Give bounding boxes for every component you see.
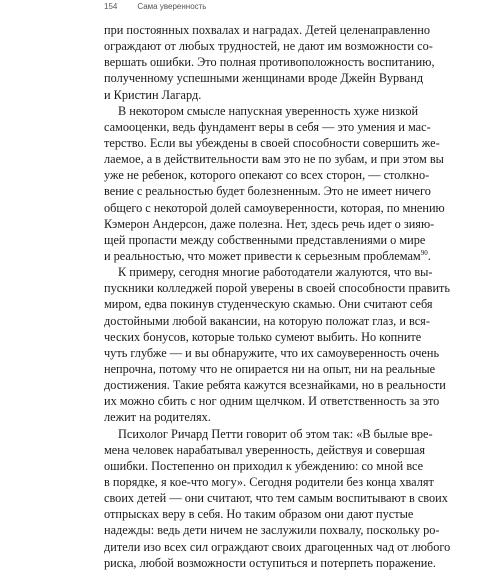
text-line	[104, 87, 400, 103]
text-line-content: К примеру, сегодня многие работодатели жалуются, что вы-	[118, 265, 433, 280]
text-line	[104, 458, 424, 474]
text-line	[104, 490, 448, 506]
text-line-content: риска, любой возможности оступиться и потерпеть поражение.	[104, 555, 436, 570]
text-line	[104, 409, 400, 425]
text-line-content: ческих бонусов, которые только сумеют выбить. Но копните	[104, 329, 422, 344]
text-line	[104, 248, 431, 264]
text-line	[104, 329, 422, 345]
text-line	[104, 426, 433, 442]
text-line	[104, 442, 426, 458]
text-line	[104, 22, 430, 38]
text-line	[104, 474, 434, 490]
page-number: 154	[104, 1, 118, 11]
text-line-content: самооценки, ведь фундамент веры в себя — это умения и мас-	[104, 119, 431, 134]
text-line-content: ограждают от любых трудностей, не дают им возможности со-	[104, 39, 433, 54]
text-line-content: и Кристин Лагард.	[104, 87, 202, 102]
text-line-content: пускники колледжей порой уверены в своей способности править	[104, 281, 451, 296]
text-line-content: терство. Если вы убеждены в своей способности совершить же-	[104, 135, 440, 150]
text-line	[104, 216, 435, 232]
text-line	[104, 200, 445, 216]
text-line-content: непрочна, потому что не опирается ни на опыт, ни на реальные	[104, 361, 436, 376]
text-line	[104, 54, 435, 70]
text-line-content: миром, едва покинув студенческую скамью. Они считают себя	[104, 297, 433, 312]
text-line-content: дители изо всех сил ограждают своих драгоценных чад от любого	[104, 539, 451, 554]
text-line-content: их можно сбить с ног одним щелчком. И ответственность за это	[104, 394, 440, 409]
text-line	[104, 377, 446, 393]
text-line	[104, 119, 431, 135]
text-line-content: Кэмерон Андерсон, даже полезна. Нет, здесь речь идет о зияю-	[104, 216, 435, 231]
text-line-content: уже не ребенок, которого опекают со всех сторон, — столкно-	[104, 168, 430, 183]
text-line-content: при постоянных похвалах и наградах. Детей целенаправленно	[104, 23, 430, 37]
text-line	[104, 232, 426, 248]
text-line	[104, 506, 414, 522]
running-header	[104, 0, 206, 12]
text-line-content: достижения. Такие ребята кажутся всезнайками, но в реальности	[104, 378, 446, 393]
text-line-content: Психолог Ричард Петти говорит об этом так: «В былые вре-	[118, 426, 433, 441]
text-line	[104, 151, 444, 167]
text-line-content: вершать ошибки. Это полная противоположность воспитанию,	[104, 55, 435, 70]
text-line-content: В некотором смысле напускная уверенность хуже низкой	[118, 103, 419, 118]
text-line	[104, 345, 440, 361]
text-line-content: своих детей — они считают, что тем самым воспитывают в своих	[104, 491, 448, 506]
text-line-tail: .	[427, 248, 431, 263]
text-line	[104, 167, 430, 183]
text-line-content: вение с реальностью будет болезненным. Это не имеет ничего	[104, 184, 431, 199]
text-line	[104, 313, 430, 329]
text-line-content: щей пропасти между собственными представлениями о мире	[104, 232, 426, 247]
text-line	[104, 361, 436, 377]
text-line	[104, 280, 451, 296]
text-line-content: чуть глубже — и вы обнаружите, что их самоуверенность очень	[104, 345, 440, 360]
text-line	[104, 522, 440, 538]
text-line	[104, 539, 451, 555]
text-line	[104, 393, 440, 409]
text-line-content: надежды: ведь дети ничем не заслужили похвалу, поскольку ро-	[104, 523, 440, 538]
text-line-content: в порядке, я кое-что могу». Сегодня родители без конца хвалят	[104, 474, 434, 489]
text-line	[104, 264, 433, 280]
text-line	[104, 135, 440, 151]
text-line-content: полученному успешными женщинами вроде Джейн Вурванд	[104, 71, 424, 86]
text-line-content: и реальностью, что может привести к серьезным проблемам	[104, 248, 421, 263]
footnote-reference: 90	[420, 248, 428, 257]
text-line-content: лаемое, а в действительности вам это не по зубам, и при этом вы	[104, 152, 444, 167]
text-line	[104, 38, 433, 54]
running-title: Сама уверенность	[137, 1, 207, 11]
text-line	[104, 183, 431, 199]
text-line-content: общего с некоторой долей самоуверенности, которая, по мнению	[104, 200, 445, 215]
text-line-content: достойными любой вакансии, на которую положат глаз, и вся-	[104, 313, 430, 328]
text-line	[104, 555, 436, 571]
text-line-content: лежит на родителях.	[104, 410, 211, 425]
text-line-content: мена человек нарабатывал уверенность, действуя и совершая	[104, 442, 426, 457]
text-line-content: ошибки. Постепенно он приходил к убеждению: со мной все	[104, 458, 424, 473]
text-line	[104, 103, 419, 119]
text-line-content: отпрысках веру в себя. Но таким образом они дают пустые	[104, 507, 414, 522]
text-line	[104, 70, 424, 86]
body-text	[104, 22, 451, 571]
text-line	[104, 296, 433, 312]
